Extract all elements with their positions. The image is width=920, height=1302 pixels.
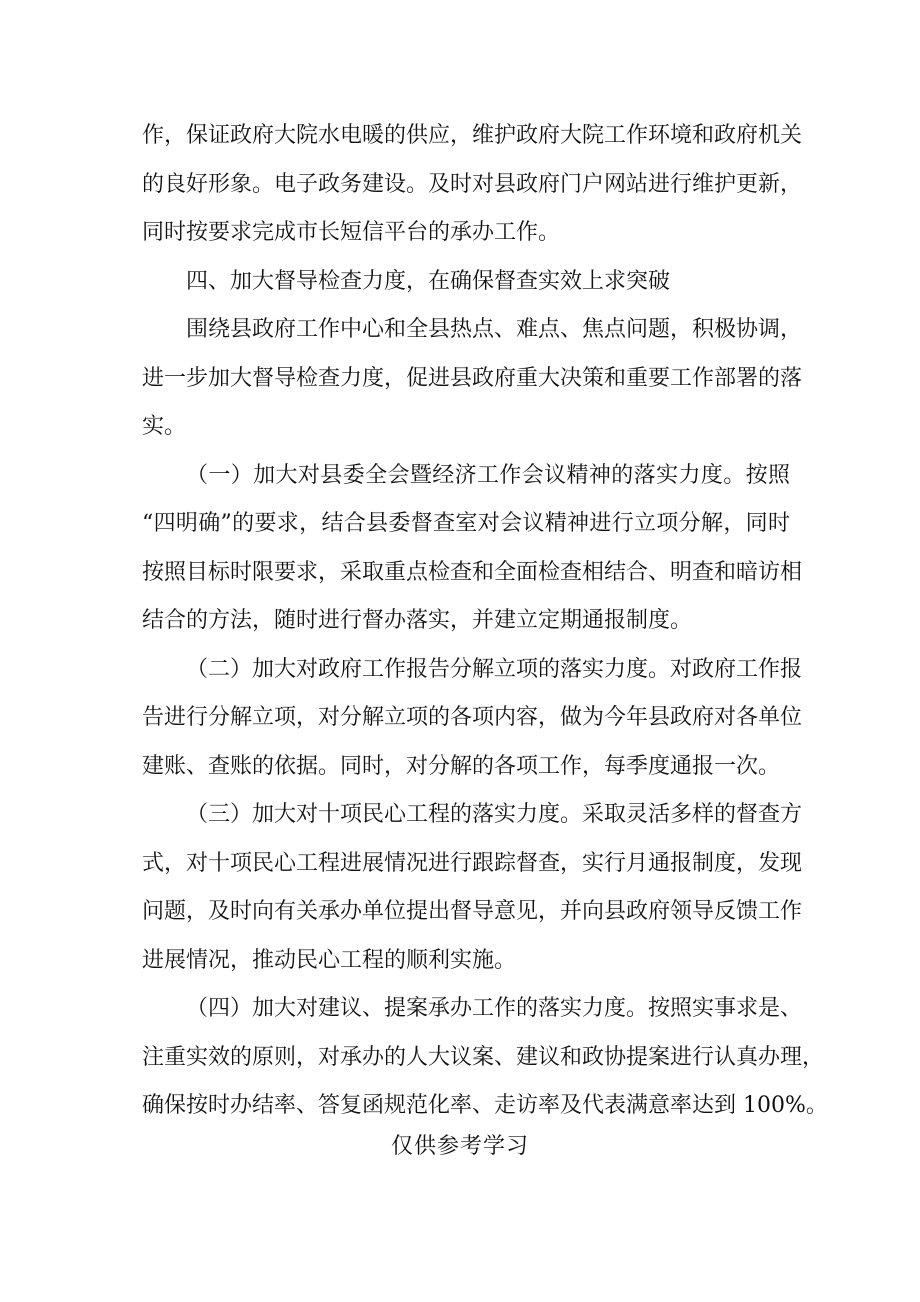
text-line: 进展情况，推动民心工程的顺利实施。: [142, 947, 517, 973]
text-line: （二）加大对政府工作报告分解立项的落实力度。对政府工作报: [186, 656, 803, 682]
text-line: 式，对十项民心工程进展情况进行跟踪督查，实行月通报制度，发现: [142, 850, 803, 876]
text-line: “四明确”的要求，结合县委督查室对会议精神进行立项分解，同时: [142, 511, 790, 536]
text-line: 建账、查账的依据。同时，对分解的各项工作，每季度通报一次。: [142, 753, 781, 779]
page-footer: 仅供参考学习: [390, 1134, 529, 1159]
text-line: 告进行分解立项，对分解立项的各项内容，做为今年县政府对各单位: [142, 705, 803, 730]
text-line: 进一步加大督导检查力度，促进县政府重大决策和重要工作部署的落: [142, 365, 803, 391]
text-line: （四）加大对建议、提案承办工作的落实力度。按照实事求是、: [186, 996, 803, 1021]
text-line: 同时按要求完成市长短信平台的承办工作。: [142, 220, 561, 245]
text-line: 按照目标时限要求，采取重点检查和全面检查相结合、明查和暗访相: [142, 559, 803, 585]
text-line: 四、加大督导检查力度，在确保督查实效上求突破: [186, 268, 671, 294]
text-line: 实。: [142, 414, 187, 439]
text-line: 作，保证政府大院水电暖的供应，维护政府大院工作环境和政府机关: [142, 123, 803, 148]
text-line: 确保按时办结率、答复函规范化率、走访率及代表满意率达到 100%。: [142, 1093, 828, 1118]
text-line: 围绕县政府工作中心和全县热点、难点、焦点问题，积极协调，: [186, 317, 803, 342]
text-line: （一）加大对县委全会暨经济工作会议精神的落实力度。按照: [186, 462, 790, 488]
text-line: 结合的方法，随时进行督办落实，并建立定期通报制度。: [142, 608, 693, 633]
text-line: （三）加大对十项民心工程的落实力度。采取灵活多样的督查方: [186, 802, 803, 827]
text-line: 注重实效的原则，对承办的人大议案、建议和政协提案进行认真办理，: [142, 1044, 825, 1070]
text-line: 的良好形象。电子政务建设。及时对县政府门户网站进行维护更新，: [142, 171, 803, 197]
document-body: [142, 112, 828, 1131]
text-line: 问题，及时向有关承办单位提出督导意见，并向县政府领导反馈工作: [142, 899, 803, 924]
